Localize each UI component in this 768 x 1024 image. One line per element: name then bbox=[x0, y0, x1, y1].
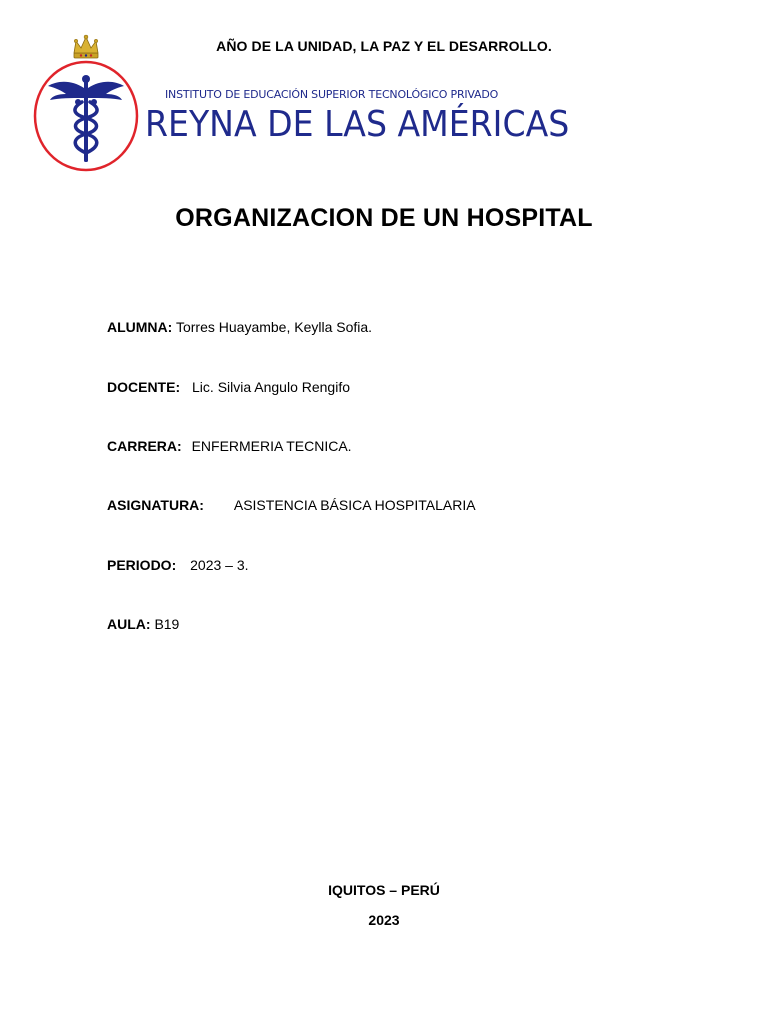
footer-year: 2023 bbox=[368, 912, 400, 928]
institution-subtitle: INSTITUTO DE EDUCACIÓN SUPERIOR TECNOLÓGICO PRIVADO bbox=[165, 88, 499, 101]
field-value: Torres Huayambe, Keylla Sofia. bbox=[175, 319, 373, 335]
footer-city: IQUITOS – PERÚ bbox=[328, 882, 440, 898]
field-label: PERIODO: bbox=[107, 557, 177, 573]
field-carrera bbox=[107, 438, 352, 454]
field-alumna bbox=[107, 319, 372, 335]
document-title: ORGANIZACION DE UN HOSPITAL bbox=[175, 204, 593, 232]
field-asignatura bbox=[107, 497, 476, 513]
field-value: ASISTENCIA BÁSICA HOSPITALARIA bbox=[233, 497, 476, 513]
crown-icon bbox=[70, 33, 102, 61]
institution-seal bbox=[32, 58, 140, 174]
field-docente bbox=[107, 379, 350, 395]
institution-name: REYNA DE LAS AMÉRICAS bbox=[145, 104, 570, 145]
field-value: B19 bbox=[154, 616, 180, 632]
field-value: ENFERMERIA TECNICA. bbox=[191, 438, 352, 454]
header-motto: AÑO DE LA UNIDAD, LA PAZ Y EL DESARROLLO. bbox=[216, 38, 552, 54]
field-value: Lic. Silvia Angulo Rengifo bbox=[192, 379, 351, 395]
field-label: ASIGNATURA: bbox=[107, 497, 204, 513]
field-label: CARRERA: bbox=[107, 438, 182, 454]
field-label: ALUMNA: bbox=[107, 319, 173, 335]
field-aula bbox=[107, 616, 179, 632]
field-label: AULA: bbox=[107, 616, 151, 632]
field-label: DOCENTE: bbox=[107, 379, 181, 395]
field-value: 2023 – 3. bbox=[190, 557, 249, 573]
field-periodo bbox=[107, 557, 249, 573]
